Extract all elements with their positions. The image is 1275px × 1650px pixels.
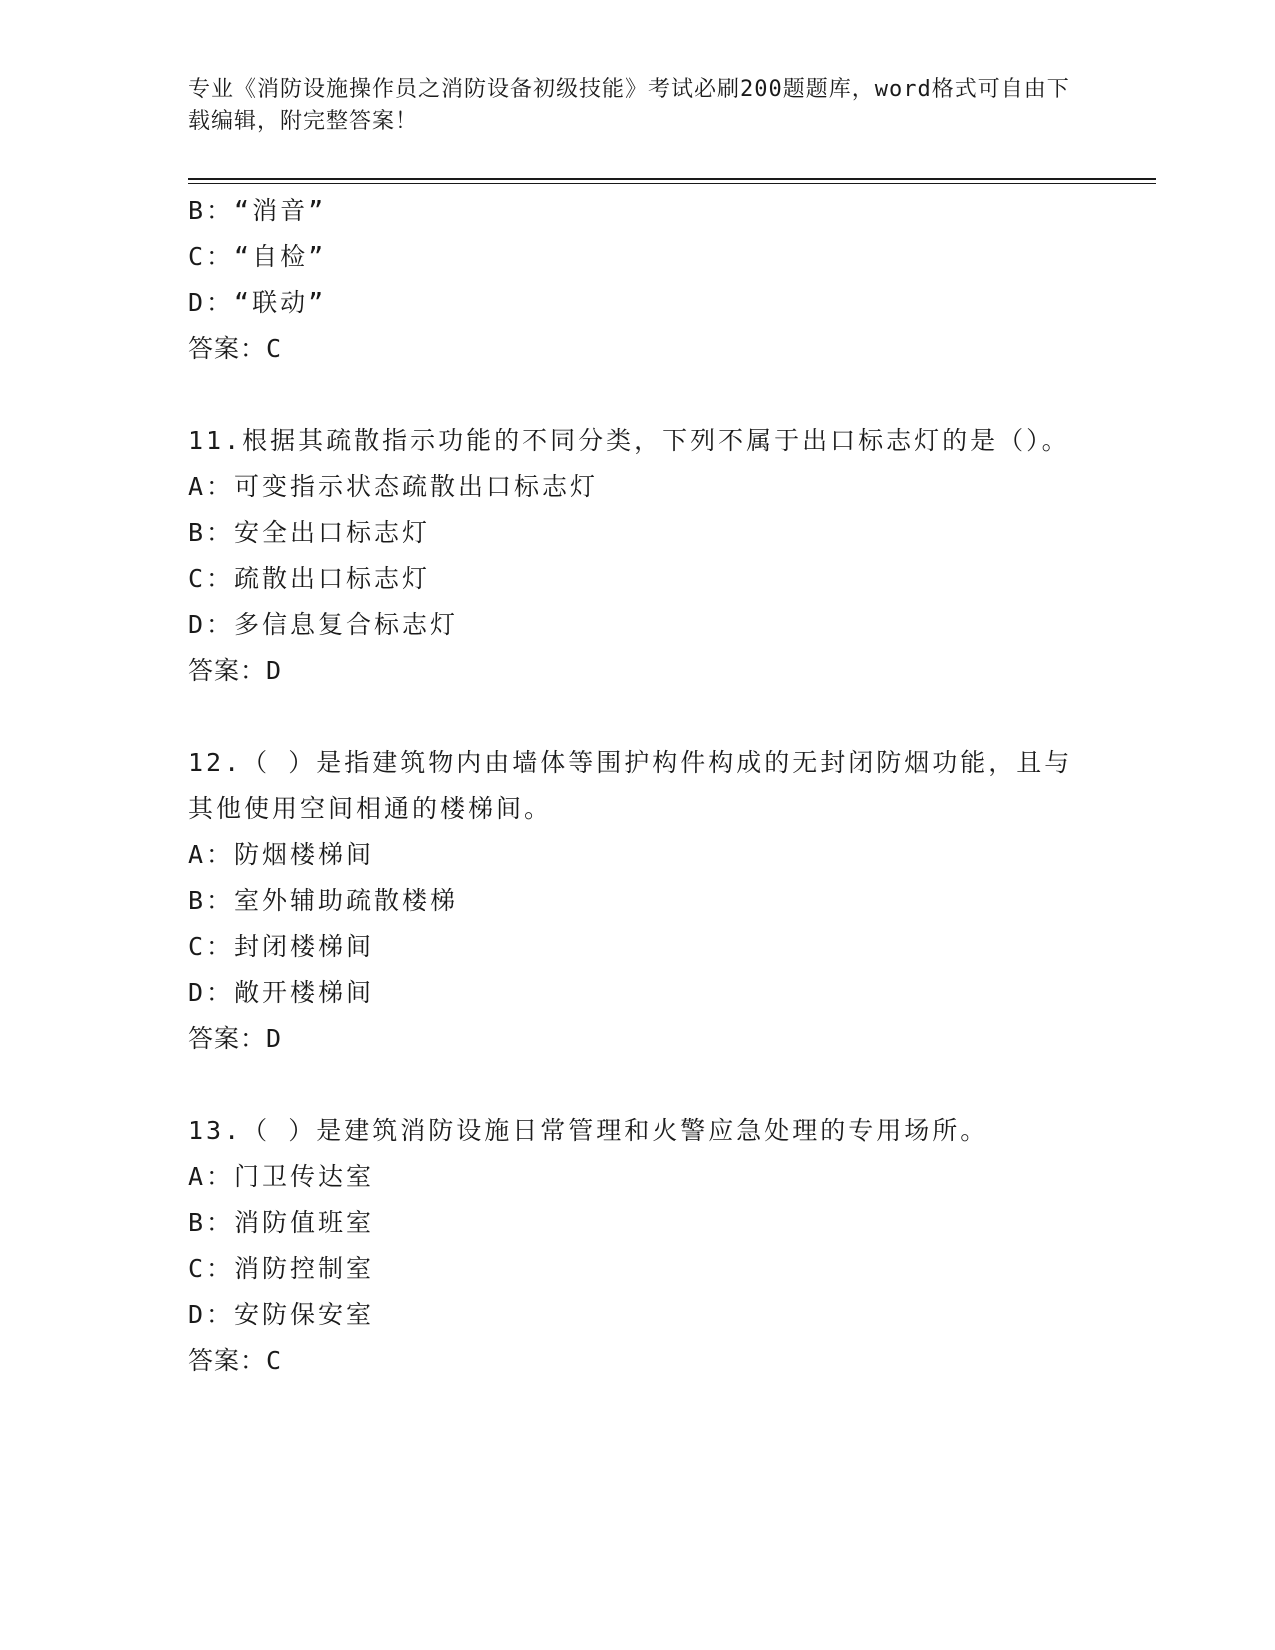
answer: 答案：D bbox=[188, 656, 283, 685]
option-a: A：门卫传达室 bbox=[188, 1162, 375, 1191]
question-list bbox=[188, 188, 1088, 1384]
option-d: D：安防保安室 bbox=[188, 1300, 375, 1329]
answer: 答案：C bbox=[188, 334, 283, 363]
question-text: 12.（ ）是指建筑物内由墙体等围护构件构成的无封闭防烟功能，且与其他使用空间相通的楼梯间。 bbox=[188, 748, 1073, 823]
question-12 bbox=[188, 740, 1088, 1062]
answer: 答案：D bbox=[188, 1024, 283, 1053]
question-10 bbox=[188, 188, 1088, 372]
option-c: C：消防控制室 bbox=[188, 1254, 375, 1283]
question-13 bbox=[188, 1108, 1088, 1384]
option-a: A：可变指示状态疏散出口标志灯 bbox=[188, 472, 599, 501]
option-a: A：防烟楼梯间 bbox=[188, 840, 375, 869]
spacer bbox=[188, 1062, 1088, 1108]
spacer bbox=[188, 694, 1088, 740]
option-b: B：“消音” bbox=[188, 196, 327, 225]
header-divider-thin bbox=[188, 183, 1156, 184]
option-d: D：多信息复合标志灯 bbox=[188, 610, 459, 639]
page-header: 专业《消防设施操作员之消防设备初级技能》考试必刷200题题库，word格式可自由下载编辑，附完整答案！ bbox=[188, 77, 1070, 134]
header-divider bbox=[188, 178, 1156, 180]
question-text: 11.根据其疏散指示功能的不同分类，下列不属于出口标志灯的是（）。 bbox=[188, 426, 1070, 455]
option-b: B：安全出口标志灯 bbox=[188, 518, 431, 547]
option-d: D：敞开楼梯间 bbox=[188, 978, 375, 1007]
option-b: B：消防值班室 bbox=[188, 1208, 375, 1237]
question-11 bbox=[188, 418, 1088, 694]
question-text: 13.（ ）是建筑消防设施日常管理和火警应急处理的专用场所。 bbox=[188, 1116, 989, 1145]
option-b: B：室外辅助疏散楼梯 bbox=[188, 886, 459, 915]
option-c: C：“自检” bbox=[188, 242, 327, 271]
option-c: C：疏散出口标志灯 bbox=[188, 564, 431, 593]
spacer bbox=[188, 372, 1088, 418]
option-d: D：“联动” bbox=[188, 288, 327, 317]
answer: 答案：C bbox=[188, 1346, 283, 1375]
option-c: C：封闭楼梯间 bbox=[188, 932, 375, 961]
